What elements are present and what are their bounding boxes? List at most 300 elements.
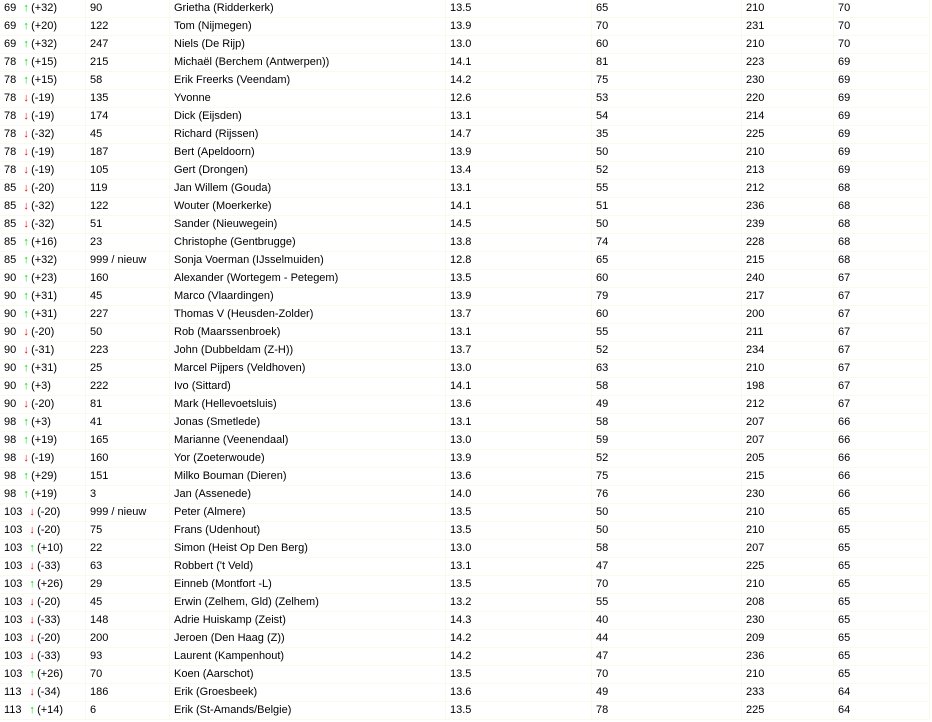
arrow-down-icon: ↓ <box>23 146 29 158</box>
rank-value: 78 <box>4 56 17 68</box>
table-row <box>0 216 930 234</box>
value-1-cell: 13.7 <box>446 306 592 324</box>
player-name-cell: Milko Bouman (Dieren) <box>170 468 446 486</box>
rank-cell <box>0 684 86 702</box>
table-row <box>0 144 930 162</box>
value-3-cell: 210 <box>742 522 834 540</box>
arrow-up-icon: ↑ <box>23 362 29 374</box>
table-row <box>0 666 930 684</box>
player-name-cell: Rob (Maarssenbroek) <box>170 324 446 342</box>
rank-cell <box>0 630 86 648</box>
rank-value: 103 <box>4 614 23 626</box>
value-2-cell: 75 <box>592 72 742 90</box>
table-row <box>0 126 930 144</box>
rank-change: (+15) <box>31 56 58 68</box>
previous-rank-cell: 22 <box>86 540 170 558</box>
rank-change: (-20) <box>37 632 61 644</box>
rank-change: (+26) <box>37 668 64 680</box>
previous-rank-cell: 122 <box>86 198 170 216</box>
rank-value: 85 <box>4 254 17 266</box>
value-3-cell: 223 <box>742 54 834 72</box>
rank-cell <box>0 594 86 612</box>
player-name-cell: Marianne (Veenendaal) <box>170 432 446 450</box>
score-cell: 69 <box>834 126 930 144</box>
table-row <box>0 576 930 594</box>
previous-rank-cell: 165 <box>86 432 170 450</box>
value-2-cell: 76 <box>592 486 742 504</box>
rank-value: 103 <box>4 506 23 518</box>
value-1-cell: 14.2 <box>446 630 592 648</box>
value-1-cell: 13.6 <box>446 396 592 414</box>
value-3-cell: 230 <box>742 486 834 504</box>
score-cell: 66 <box>834 450 930 468</box>
player-name-cell: Ivo (Sittard) <box>170 378 446 396</box>
value-3-cell: 212 <box>742 396 834 414</box>
score-cell: 64 <box>834 702 930 720</box>
table-row <box>0 558 930 576</box>
previous-rank-cell: 160 <box>86 450 170 468</box>
player-name-cell: Marco (Vlaardingen) <box>170 288 446 306</box>
value-1-cell: 13.1 <box>446 180 592 198</box>
arrow-down-icon: ↓ <box>29 614 35 626</box>
rank-value: 103 <box>4 560 23 572</box>
arrow-up-icon: ↑ <box>23 56 29 68</box>
score-cell: 68 <box>834 198 930 216</box>
score-cell: 65 <box>834 666 930 684</box>
value-1-cell: 13.4 <box>446 162 592 180</box>
rank-change: (-32) <box>31 218 55 230</box>
value-3-cell: 213 <box>742 162 834 180</box>
previous-rank-cell: 45 <box>86 288 170 306</box>
rank-change: (-34) <box>37 686 61 698</box>
rank-change: (-19) <box>31 164 55 176</box>
arrow-down-icon: ↓ <box>23 182 29 194</box>
rank-change: (-20) <box>31 326 55 338</box>
value-3-cell: 200 <box>742 306 834 324</box>
rank-change: (+23) <box>31 272 58 284</box>
previous-rank-cell: 119 <box>86 180 170 198</box>
value-1-cell: 13.1 <box>446 414 592 432</box>
previous-rank-cell: 93 <box>86 648 170 666</box>
score-cell: 68 <box>834 234 930 252</box>
rank-change: (+19) <box>31 488 58 500</box>
previous-rank-cell: 186 <box>86 684 170 702</box>
rank-cell <box>0 72 86 90</box>
previous-rank-cell: 58 <box>86 72 170 90</box>
arrow-up-icon: ↑ <box>23 434 29 446</box>
value-2-cell: 55 <box>592 594 742 612</box>
player-name-cell: Alexander (Wortegem - Petegem) <box>170 270 446 288</box>
previous-rank-cell: 187 <box>86 144 170 162</box>
value-1-cell: 13.5 <box>446 702 592 720</box>
table-row <box>0 180 930 198</box>
value-1-cell: 13.0 <box>446 360 592 378</box>
previous-rank-cell: 223 <box>86 342 170 360</box>
table-row <box>0 468 930 486</box>
table-row <box>0 72 930 90</box>
score-cell: 69 <box>834 90 930 108</box>
value-2-cell: 59 <box>592 432 742 450</box>
rank-cell <box>0 558 86 576</box>
player-name-cell: Wouter (Moerkerke) <box>170 198 446 216</box>
rank-cell <box>0 450 86 468</box>
value-1-cell: 14.1 <box>446 198 592 216</box>
value-2-cell: 58 <box>592 378 742 396</box>
score-cell: 67 <box>834 342 930 360</box>
value-3-cell: 234 <box>742 342 834 360</box>
arrow-down-icon: ↓ <box>23 452 29 464</box>
rank-cell <box>0 702 86 720</box>
table-row <box>0 594 930 612</box>
value-3-cell: 210 <box>742 0 834 18</box>
rank-value: 85 <box>4 182 17 194</box>
value-2-cell: 50 <box>592 216 742 234</box>
player-name-cell: John (Dubbeldam (Z-H)) <box>170 342 446 360</box>
value-1-cell: 14.1 <box>446 378 592 396</box>
player-name-cell: Simon (Heist Op Den Berg) <box>170 540 446 558</box>
previous-rank-cell: 999 / nieuw <box>86 504 170 522</box>
table-row <box>0 90 930 108</box>
player-name-cell: Laurent (Kampenhout) <box>170 648 446 666</box>
player-name-cell: Tom (Nijmegen) <box>170 18 446 36</box>
rank-cell <box>0 108 86 126</box>
score-cell: 69 <box>834 72 930 90</box>
rank-value: 103 <box>4 524 23 536</box>
arrow-down-icon: ↓ <box>29 686 35 698</box>
previous-rank-cell: 247 <box>86 36 170 54</box>
previous-rank-cell: 227 <box>86 306 170 324</box>
score-cell: 67 <box>834 378 930 396</box>
table-row <box>0 648 930 666</box>
value-3-cell: 207 <box>742 432 834 450</box>
arrow-down-icon: ↓ <box>23 218 29 230</box>
previous-rank-cell: 81 <box>86 396 170 414</box>
previous-rank-cell: 70 <box>86 666 170 684</box>
score-cell: 64 <box>834 684 930 702</box>
rank-change: (-20) <box>31 182 55 194</box>
rank-change: (-32) <box>31 128 55 140</box>
score-cell: 67 <box>834 360 930 378</box>
player-name-cell: Peter (Almere) <box>170 504 446 522</box>
arrow-up-icon: ↑ <box>23 488 29 500</box>
value-1-cell: 14.7 <box>446 126 592 144</box>
arrow-down-icon: ↓ <box>23 92 29 104</box>
player-name-cell: Erik Freerks (Veendam) <box>170 72 446 90</box>
table-row <box>0 306 930 324</box>
rank-cell <box>0 360 86 378</box>
rank-value: 90 <box>4 362 17 374</box>
rank-cell <box>0 306 86 324</box>
rank-change: (-20) <box>37 506 61 518</box>
rank-value: 103 <box>4 578 23 590</box>
table-row <box>0 342 930 360</box>
rank-value: 103 <box>4 668 23 680</box>
arrow-up-icon: ↑ <box>23 2 29 14</box>
arrow-up-icon: ↑ <box>23 236 29 248</box>
value-2-cell: 70 <box>592 18 742 36</box>
rank-change: (-20) <box>37 596 61 608</box>
value-3-cell: 198 <box>742 378 834 396</box>
arrow-down-icon: ↓ <box>23 164 29 176</box>
rank-change: (-20) <box>31 398 55 410</box>
rank-change: (+31) <box>31 308 58 320</box>
arrow-up-icon: ↑ <box>29 704 35 716</box>
rank-cell <box>0 270 86 288</box>
value-3-cell: 210 <box>742 576 834 594</box>
value-2-cell: 52 <box>592 342 742 360</box>
arrow-down-icon: ↓ <box>29 650 35 662</box>
rank-cell <box>0 36 86 54</box>
table-row <box>0 396 930 414</box>
value-3-cell: 215 <box>742 252 834 270</box>
arrow-up-icon: ↑ <box>23 470 29 482</box>
arrow-up-icon: ↑ <box>23 416 29 428</box>
value-3-cell: 240 <box>742 270 834 288</box>
rank-value: 98 <box>4 416 17 428</box>
arrow-up-icon: ↑ <box>23 20 29 32</box>
value-1-cell: 14.1 <box>446 54 592 72</box>
rank-cell <box>0 234 86 252</box>
value-2-cell: 81 <box>592 54 742 72</box>
previous-rank-cell: 29 <box>86 576 170 594</box>
rank-change: (-33) <box>37 650 61 662</box>
value-2-cell: 47 <box>592 558 742 576</box>
score-cell: 68 <box>834 180 930 198</box>
value-3-cell: 210 <box>742 666 834 684</box>
value-3-cell: 215 <box>742 468 834 486</box>
table-row <box>0 378 930 396</box>
value-3-cell: 205 <box>742 450 834 468</box>
score-cell: 65 <box>834 594 930 612</box>
table-row <box>0 612 930 630</box>
value-3-cell: 210 <box>742 36 834 54</box>
value-1-cell: 13.0 <box>446 432 592 450</box>
rank-value: 78 <box>4 128 17 140</box>
player-name-cell: Jan (Assenede) <box>170 486 446 504</box>
score-cell: 67 <box>834 288 930 306</box>
value-1-cell: 13.1 <box>446 324 592 342</box>
previous-rank-cell: 151 <box>86 468 170 486</box>
rank-change: (-20) <box>37 524 61 536</box>
rank-change: (+19) <box>31 434 58 446</box>
value-2-cell: 60 <box>592 270 742 288</box>
previous-rank-cell: 63 <box>86 558 170 576</box>
rank-value: 69 <box>4 20 17 32</box>
value-2-cell: 79 <box>592 288 742 306</box>
rank-change: (+26) <box>37 578 64 590</box>
value-2-cell: 50 <box>592 144 742 162</box>
arrow-up-icon: ↑ <box>29 578 35 590</box>
previous-rank-cell: 222 <box>86 378 170 396</box>
rank-cell <box>0 18 86 36</box>
rank-cell <box>0 432 86 450</box>
rank-value: 90 <box>4 308 17 320</box>
score-cell: 65 <box>834 648 930 666</box>
arrow-down-icon: ↓ <box>23 344 29 356</box>
value-3-cell: 210 <box>742 144 834 162</box>
value-3-cell: 217 <box>742 288 834 306</box>
table-row <box>0 414 930 432</box>
value-1-cell: 13.1 <box>446 108 592 126</box>
player-name-cell: Jeroen (Den Haag (Z)) <box>170 630 446 648</box>
value-1-cell: 13.5 <box>446 522 592 540</box>
value-3-cell: 220 <box>742 90 834 108</box>
arrow-up-icon: ↑ <box>23 38 29 50</box>
arrow-down-icon: ↓ <box>29 596 35 608</box>
rank-change: (-19) <box>31 146 55 158</box>
rank-value: 103 <box>4 650 23 662</box>
value-2-cell: 70 <box>592 666 742 684</box>
player-name-cell: Jan Willem (Gouda) <box>170 180 446 198</box>
value-2-cell: 60 <box>592 306 742 324</box>
value-3-cell: 225 <box>742 702 834 720</box>
previous-rank-cell: 148 <box>86 612 170 630</box>
rank-change: (+32) <box>31 254 58 266</box>
value-2-cell: 65 <box>592 252 742 270</box>
table-row <box>0 486 930 504</box>
score-cell: 68 <box>834 252 930 270</box>
value-2-cell: 47 <box>592 648 742 666</box>
value-1-cell: 14.2 <box>446 72 592 90</box>
score-cell: 67 <box>834 270 930 288</box>
value-1-cell: 12.6 <box>446 90 592 108</box>
value-3-cell: 230 <box>742 612 834 630</box>
value-2-cell: 63 <box>592 360 742 378</box>
player-name-cell: Jonas (Smetlede) <box>170 414 446 432</box>
score-cell: 65 <box>834 630 930 648</box>
rank-value: 85 <box>4 200 17 212</box>
value-1-cell: 13.0 <box>446 540 592 558</box>
rank-change: (+32) <box>31 38 58 50</box>
player-name-cell: Erwin (Zelhem, Gld) (Zelhem) <box>170 594 446 612</box>
value-2-cell: 52 <box>592 450 742 468</box>
rank-change: (+32) <box>31 2 58 14</box>
rank-change: (+16) <box>31 236 58 248</box>
previous-rank-cell: 90 <box>86 0 170 18</box>
value-2-cell: 40 <box>592 612 742 630</box>
value-1-cell: 13.6 <box>446 684 592 702</box>
table-row <box>0 54 930 72</box>
arrow-down-icon: ↓ <box>29 632 35 644</box>
value-1-cell: 14.3 <box>446 612 592 630</box>
rank-change: (-31) <box>31 344 55 356</box>
rank-value: 90 <box>4 326 17 338</box>
score-cell: 66 <box>834 468 930 486</box>
player-name-cell: Yor (Zoeterwoude) <box>170 450 446 468</box>
value-3-cell: 239 <box>742 216 834 234</box>
player-name-cell: Robbert ('t Veld) <box>170 558 446 576</box>
rank-value: 90 <box>4 380 17 392</box>
rank-cell <box>0 504 86 522</box>
value-1-cell: 13.8 <box>446 234 592 252</box>
value-2-cell: 60 <box>592 36 742 54</box>
player-name-cell: Erik (Groesbeek) <box>170 684 446 702</box>
value-3-cell: 228 <box>742 234 834 252</box>
value-2-cell: 51 <box>592 198 742 216</box>
arrow-down-icon: ↓ <box>23 128 29 140</box>
player-name-cell: Yvonne <box>170 90 446 108</box>
player-name-cell: Richard (Rijssen) <box>170 126 446 144</box>
rank-cell <box>0 180 86 198</box>
rank-change: (-32) <box>31 200 55 212</box>
previous-rank-cell: 160 <box>86 270 170 288</box>
arrow-up-icon: ↑ <box>23 74 29 86</box>
rank-change: (+10) <box>37 542 64 554</box>
arrow-down-icon: ↓ <box>29 506 35 518</box>
rank-cell <box>0 90 86 108</box>
table-row <box>0 702 930 720</box>
rank-cell <box>0 216 86 234</box>
rank-value: 78 <box>4 92 17 104</box>
table-row <box>0 324 930 342</box>
value-2-cell: 55 <box>592 324 742 342</box>
rank-value: 98 <box>4 434 17 446</box>
rank-change: (-33) <box>37 614 61 626</box>
table-row <box>0 540 930 558</box>
table-row <box>0 198 930 216</box>
score-cell: 65 <box>834 540 930 558</box>
previous-rank-cell: 23 <box>86 234 170 252</box>
rank-value: 90 <box>4 398 17 410</box>
arrow-up-icon: ↑ <box>29 668 35 680</box>
player-name-cell: Niels (De Rijp) <box>170 36 446 54</box>
arrow-up-icon: ↑ <box>23 290 29 302</box>
arrow-up-icon: ↑ <box>23 272 29 284</box>
value-3-cell: 225 <box>742 126 834 144</box>
rank-cell <box>0 612 86 630</box>
player-name-cell: Erik (St-Amands/Belgie) <box>170 702 446 720</box>
score-cell: 67 <box>834 306 930 324</box>
rank-change: (-19) <box>31 110 55 122</box>
rank-value: 113 <box>4 704 22 716</box>
previous-rank-cell: 215 <box>86 54 170 72</box>
value-3-cell: 225 <box>742 558 834 576</box>
value-2-cell: 53 <box>592 90 742 108</box>
rank-value: 103 <box>4 542 23 554</box>
arrow-down-icon: ↓ <box>23 110 29 122</box>
value-1-cell: 13.9 <box>446 450 592 468</box>
value-2-cell: 52 <box>592 162 742 180</box>
score-cell: 70 <box>834 18 930 36</box>
rank-cell <box>0 648 86 666</box>
player-name-cell: Thomas V (Heusden-Zolder) <box>170 306 446 324</box>
rank-change: (+31) <box>31 362 58 374</box>
score-cell: 67 <box>834 324 930 342</box>
previous-rank-cell: 45 <box>86 594 170 612</box>
table-row <box>0 270 930 288</box>
rank-change: (+20) <box>31 20 58 32</box>
score-cell: 69 <box>834 54 930 72</box>
player-name-cell: Einneb (Montfort -L) <box>170 576 446 594</box>
rank-change: (-33) <box>37 560 61 572</box>
score-cell: 66 <box>834 432 930 450</box>
rank-value: 90 <box>4 344 17 356</box>
value-1-cell: 13.5 <box>446 504 592 522</box>
table-row <box>0 108 930 126</box>
previous-rank-cell: 41 <box>86 414 170 432</box>
previous-rank-cell: 122 <box>86 18 170 36</box>
player-name-cell: Sander (Nieuwegein) <box>170 216 446 234</box>
table-row <box>0 522 930 540</box>
rank-cell <box>0 666 86 684</box>
arrow-up-icon: ↑ <box>23 254 29 266</box>
value-1-cell: 13.5 <box>446 576 592 594</box>
score-cell: 65 <box>834 558 930 576</box>
rank-change: (+14) <box>37 704 64 716</box>
rank-cell <box>0 576 86 594</box>
value-1-cell: 14.2 <box>446 648 592 666</box>
player-name-cell: Dick (Eijsden) <box>170 108 446 126</box>
